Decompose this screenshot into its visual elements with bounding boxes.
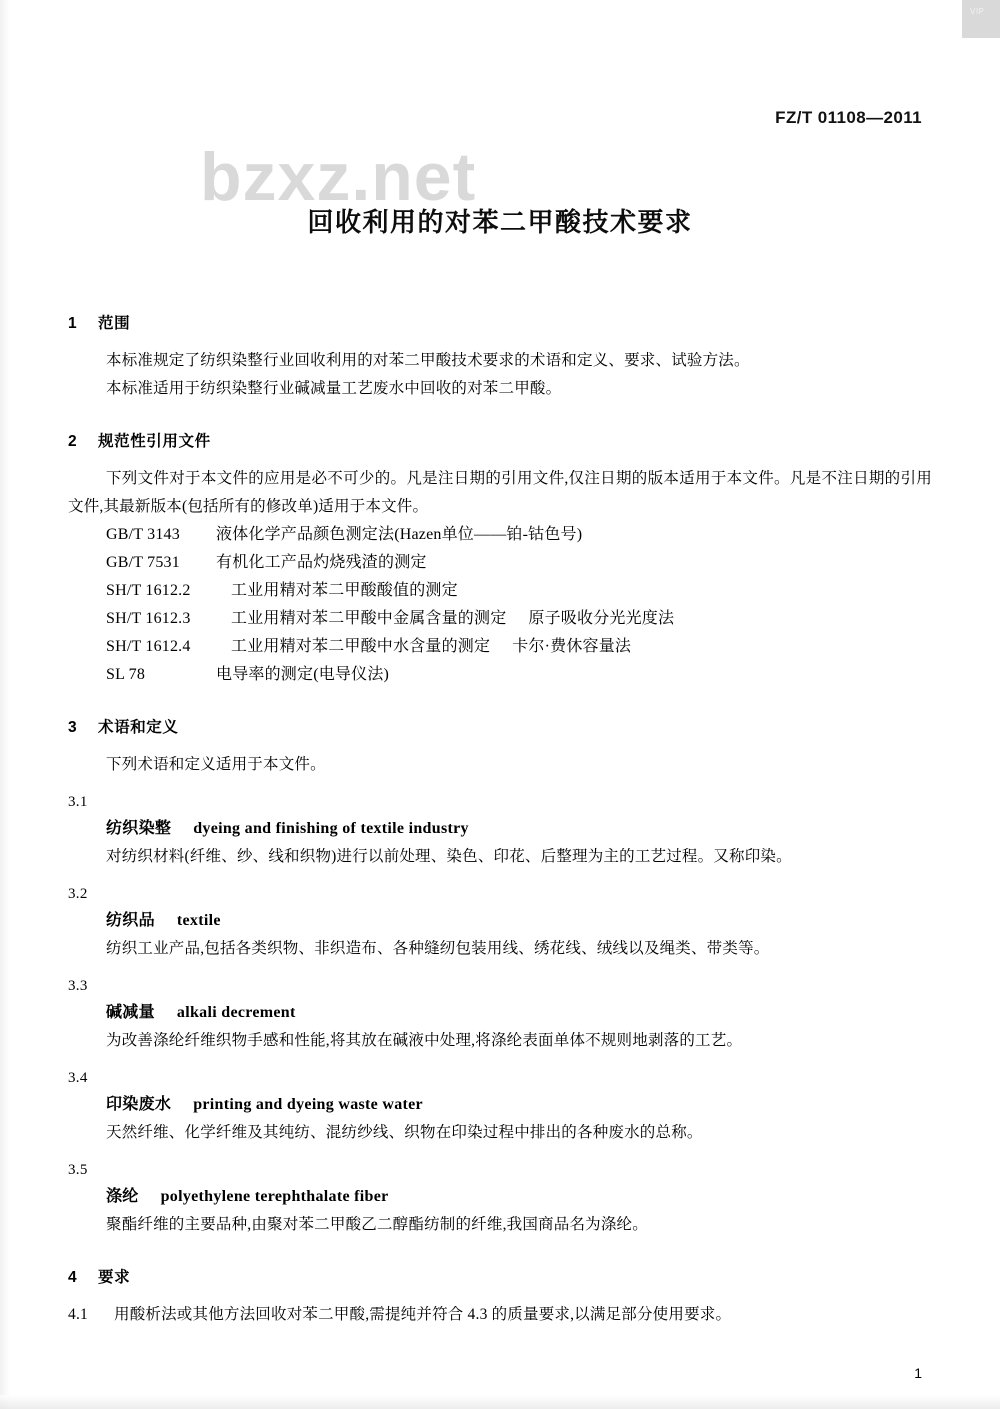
section-heading-requirements <box>68 1265 932 1287</box>
term-name-zh: 涤纶 <box>106 1188 139 1205</box>
reference-item <box>106 661 932 689</box>
reference-item <box>106 577 932 605</box>
term-definition: 聚酯纤维的主要品种,由聚对苯二甲酸乙二醇酯纺制的纤维,我国商品名为涤纶。 <box>106 1216 648 1233</box>
reference-code: SH/T 1612.2 <box>106 582 191 599</box>
term-name-en: printing and dyeing waste water <box>193 1096 423 1113</box>
section-number-scope: 1 <box>68 315 78 332</box>
section-title-requirements: 要求 <box>98 1269 131 1286</box>
document-body <box>68 285 932 1329</box>
term-name-en: textile <box>176 912 221 929</box>
section-number-requirements: 4 <box>68 1269 78 1286</box>
section-heading-scope <box>68 311 932 333</box>
term-name <box>106 1091 932 1119</box>
reference-item <box>106 549 932 577</box>
reference-code: SH/T 1612.3 <box>106 610 191 627</box>
page-title: 回收利用的对苯二甲酸技术要求 <box>307 207 693 237</box>
term-name-zh: 纺织品 <box>106 912 155 929</box>
requirement-item <box>68 1301 932 1329</box>
reference-title: 电导率的测定(电导仪法) <box>216 666 390 683</box>
watermark-text: bzxz.net <box>200 139 477 215</box>
reference-title: 有机化工产品灼烧残渣的测定 <box>216 554 427 571</box>
section-title-terms: 术语和定义 <box>98 719 179 736</box>
terms-intro: 下列术语和定义适用于本文件。 <box>106 756 326 773</box>
reference-item <box>106 521 932 549</box>
term-name <box>106 1183 932 1211</box>
requirement-number: 4.1 <box>68 1306 88 1323</box>
reference-code: SL 78 <box>106 666 146 683</box>
term-name-zh: 纺织染整 <box>106 820 172 837</box>
corner-badge-label: VIP <box>970 7 985 16</box>
term-name <box>106 815 932 843</box>
term-name-en: polyethylene terephthalate fiber <box>160 1188 389 1205</box>
reference-item <box>106 633 932 661</box>
reference-method: 卡尔·费休容量法 <box>512 638 632 655</box>
scope-paragraph-1: 本标准规定了纺织染整行业回收利用的对苯二甲酸技术要求的术语和定义、要求、试验方法。 <box>106 352 750 369</box>
section-heading-references <box>68 429 932 451</box>
term-name-en: dyeing and finishing of textile industry <box>193 820 469 837</box>
term-number: 3.3 <box>68 978 88 994</box>
reference-title: 工业用精对苯二甲酸中金属含量的测定 <box>231 610 507 627</box>
section-title-references: 规范性引用文件 <box>98 433 211 450</box>
scope-paragraph-2: 本标准适用于纺织染整行业碱减量工艺废水中回收的对苯二甲酸。 <box>106 380 562 397</box>
section-number-references: 2 <box>68 433 78 450</box>
corner-badge <box>962 0 1000 38</box>
term-definition: 对纺织材料(纤维、纱、线和织物)进行以前处理、染色、印花、后整理为主的工艺过程。又称印染。 <box>106 848 792 865</box>
reference-title: 工业用精对苯二甲酸酸值的测定 <box>231 582 458 599</box>
term-definition: 天然纤维、化学纤维及其纯纺、混纺纱线、织物在印染过程中排出的各种废水的总称。 <box>106 1124 703 1141</box>
term-number: 3.1 <box>68 794 88 810</box>
section-title-scope: 范围 <box>98 315 131 332</box>
reference-code: GB/T 7531 <box>106 554 180 571</box>
term-name-zh: 碱减量 <box>106 1004 155 1021</box>
reference-code: SH/T 1612.4 <box>106 638 191 655</box>
references-intro: 下列文件对于本文件的应用是必不可少的。凡是注日期的引用文件,仅注日期的版本适用于本文件。凡是不注日期的引用文件,其最新版本(包括所有的修改单)适用于本文件。 <box>68 470 932 515</box>
section-heading-terms <box>68 715 932 737</box>
scan-edge-bottom <box>0 1395 1000 1409</box>
term-name-en: alkali decrement <box>176 1004 296 1021</box>
section-number-terms: 3 <box>68 719 78 736</box>
term-name <box>106 999 932 1027</box>
term-definition: 纺织工业产品,包括各类织物、非织造布、各种缝纫包装用线、绣花线、绒线以及绳类、带类等。 <box>106 940 770 957</box>
reference-method: 原子吸收分光光度法 <box>528 610 675 627</box>
term-number: 3.2 <box>68 886 88 902</box>
reference-code: GB/T 3143 <box>106 526 180 543</box>
term-number: 3.5 <box>68 1162 88 1178</box>
requirement-text: 用酸析法或其他方法回收对苯二甲酸,需提纯并符合 4.3 的质量要求,以满足部分使用要求。 <box>114 1306 732 1323</box>
term-name-zh: 印染废水 <box>106 1096 172 1113</box>
term-name <box>106 907 932 935</box>
reference-title: 液体化学产品颜色测定法(Hazen单位——铂-钴色号) <box>216 526 583 543</box>
reference-item <box>106 605 932 633</box>
term-definition: 为改善涤纶纤维织物手感和性能,将其放在碱液中处理,将涤纶表面单体不规则地剥落的工艺。 <box>106 1032 743 1049</box>
standard-number: FZ/T 01108—2011 <box>775 108 922 127</box>
reference-title: 工业用精对苯二甲酸中水含量的测定 <box>231 638 491 655</box>
term-number: 3.4 <box>68 1070 88 1086</box>
page-number: 1 <box>914 1365 922 1381</box>
